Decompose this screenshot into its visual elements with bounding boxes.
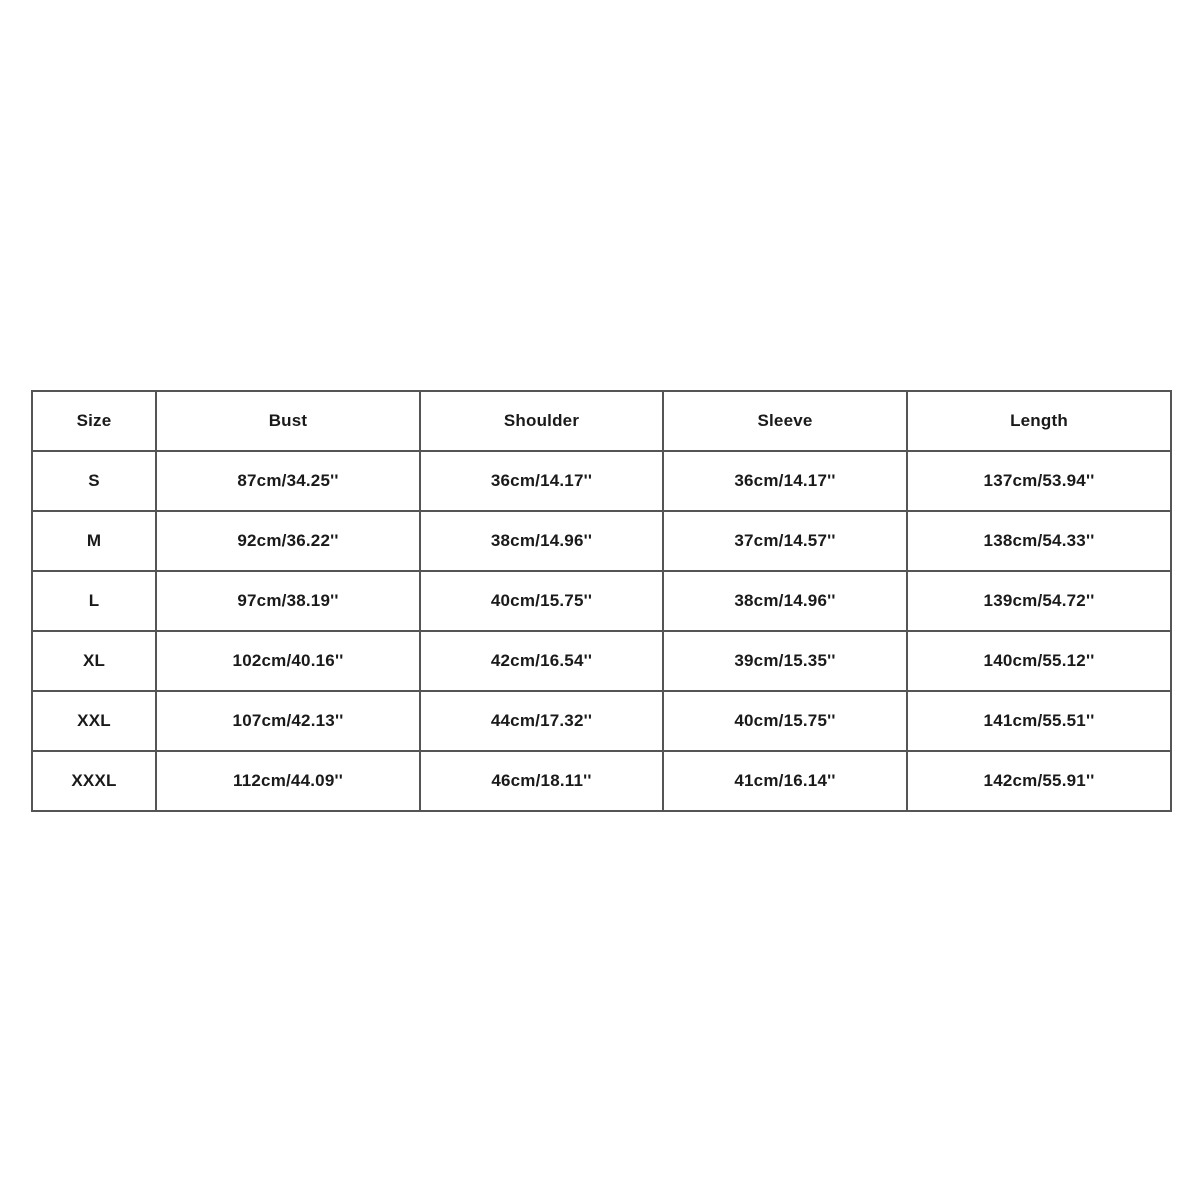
table-row [32, 451, 1171, 511]
header-sleeve: Sleeve [663, 391, 907, 451]
cell-sleeve: 40cm/15.75'' [663, 691, 907, 751]
cell-bust: 112cm/44.09'' [156, 751, 420, 811]
cell-bust: 92cm/36.22'' [156, 511, 420, 571]
header-size: Size [32, 391, 156, 451]
cell-bust: 87cm/34.25'' [156, 451, 420, 511]
cell-sleeve: 39cm/15.35'' [663, 631, 907, 691]
cell-length: 139cm/54.72'' [907, 571, 1171, 631]
cell-shoulder: 38cm/14.96'' [420, 511, 663, 571]
table-header-row [32, 391, 1171, 451]
cell-size: XL [32, 631, 156, 691]
cell-size: L [32, 571, 156, 631]
table-row [32, 631, 1171, 691]
cell-sleeve: 36cm/14.17'' [663, 451, 907, 511]
cell-size: XXL [32, 691, 156, 751]
cell-length: 142cm/55.91'' [907, 751, 1171, 811]
table-row [32, 691, 1171, 751]
cell-length: 141cm/55.51'' [907, 691, 1171, 751]
cell-length: 140cm/55.12'' [907, 631, 1171, 691]
size-chart-table [31, 390, 1172, 812]
cell-sleeve: 37cm/14.57'' [663, 511, 907, 571]
cell-size: XXXL [32, 751, 156, 811]
cell-shoulder: 40cm/15.75'' [420, 571, 663, 631]
header-shoulder: Shoulder [420, 391, 663, 451]
cell-shoulder: 44cm/17.32'' [420, 691, 663, 751]
cell-bust: 102cm/40.16'' [156, 631, 420, 691]
cell-size: M [32, 511, 156, 571]
cell-length: 138cm/54.33'' [907, 511, 1171, 571]
cell-bust: 107cm/42.13'' [156, 691, 420, 751]
cell-sleeve: 38cm/14.96'' [663, 571, 907, 631]
table-row [32, 511, 1171, 571]
cell-shoulder: 46cm/18.11'' [420, 751, 663, 811]
cell-size: S [32, 451, 156, 511]
header-length: Length [907, 391, 1171, 451]
cell-shoulder: 36cm/14.17'' [420, 451, 663, 511]
cell-bust: 97cm/38.19'' [156, 571, 420, 631]
header-bust: Bust [156, 391, 420, 451]
cell-sleeve: 41cm/16.14'' [663, 751, 907, 811]
table-row [32, 571, 1171, 631]
cell-length: 137cm/53.94'' [907, 451, 1171, 511]
cell-shoulder: 42cm/16.54'' [420, 631, 663, 691]
table-row [32, 751, 1171, 811]
